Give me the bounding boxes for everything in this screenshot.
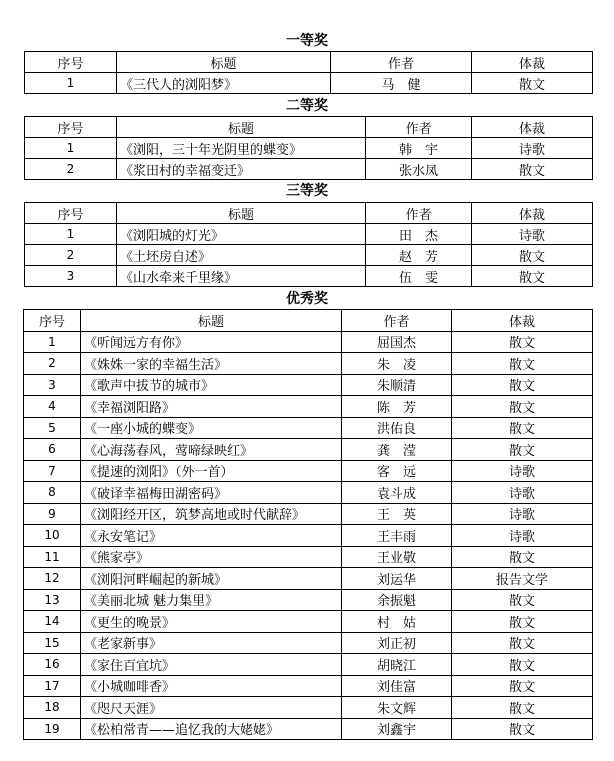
- cell-title: 《小城咖啡香》: [81, 675, 342, 697]
- cell-genre: 散文: [472, 73, 593, 94]
- cell-index: 14: [24, 611, 81, 633]
- cell-genre: 散文: [452, 353, 593, 375]
- cell-author: 朱 凌: [342, 353, 452, 375]
- table-row: [25, 73, 593, 94]
- cell-index: 2: [25, 245, 117, 266]
- cell-index: 15: [24, 632, 81, 654]
- cell-title: 《浏阳经开区，筑梦高地或时代献辞》: [81, 503, 342, 525]
- table-row: [24, 374, 593, 396]
- cell-title: 《心海荡春风，莺啼绿映红》: [81, 439, 342, 461]
- cell-index: 8: [24, 482, 81, 504]
- cell-title: 《破译幸福梅田湖密码》: [81, 482, 342, 504]
- table-row: [24, 417, 593, 439]
- table-row: [24, 525, 593, 547]
- header-author: 作者: [331, 52, 472, 73]
- cell-index: 4: [24, 396, 81, 418]
- cell-title: 《永安笔记》: [81, 525, 342, 547]
- cell-genre: 散文: [452, 697, 593, 719]
- header-genre: 体裁: [472, 203, 593, 224]
- cell-index: 10: [24, 525, 81, 547]
- cell-author: 刘正初: [342, 632, 452, 654]
- cell-title: 《老家新事》: [81, 632, 342, 654]
- cell-index: 3: [24, 374, 81, 396]
- header-author: 作者: [342, 310, 452, 332]
- cell-title: 《更生的晚景》: [81, 611, 342, 633]
- cell-title: 《浏阳城的灯光》: [117, 224, 366, 245]
- cell-title: 《松柏常青——追忆我的大姥姥》: [81, 718, 342, 740]
- table-row: [25, 224, 593, 245]
- cell-title: 《幸福浏阳路》: [81, 396, 342, 418]
- cell-title: 《美丽北城 魅力集里》: [81, 589, 342, 611]
- table-row: [25, 159, 593, 180]
- cell-title: 《浏阳河畔崛起的新城》: [81, 568, 342, 590]
- cell-genre: 诗歌: [452, 460, 593, 482]
- table-row: [24, 568, 593, 590]
- cell-author: 马 健: [331, 73, 472, 94]
- header-genre: 体裁: [472, 117, 593, 138]
- cell-index: 2: [24, 353, 81, 375]
- cell-title: 《浆田村的幸福变迁》: [117, 159, 366, 180]
- cell-author: 村 姑: [342, 611, 452, 633]
- cell-index: 1: [24, 331, 81, 353]
- cell-index: 17: [24, 675, 81, 697]
- cell-title: 《浏阳，三十年光阴里的蝶变》: [117, 138, 366, 159]
- cell-title: 《咫尺天涯》: [81, 697, 342, 719]
- cell-genre: 散文: [452, 611, 593, 633]
- table-row: [25, 138, 593, 159]
- cell-author: 王 英: [342, 503, 452, 525]
- cell-genre: 散文: [452, 546, 593, 568]
- cell-genre: 散文: [472, 266, 593, 287]
- header-index: 序号: [24, 310, 81, 332]
- third-prize-table: [24, 202, 593, 287]
- cell-genre: 诗歌: [452, 525, 593, 547]
- cell-genre: 散文: [452, 675, 593, 697]
- cell-genre: 散文: [452, 374, 593, 396]
- cell-author: 王业敬: [342, 546, 452, 568]
- table-header-row: [24, 310, 593, 332]
- header-title: 标题: [117, 52, 331, 73]
- cell-title: 《姝姝一家的幸福生活》: [81, 353, 342, 375]
- table-header-row: [25, 117, 593, 138]
- cell-genre: 报告文学: [452, 568, 593, 590]
- table-row: [24, 482, 593, 504]
- cell-index: 16: [24, 654, 81, 676]
- cell-index: 2: [25, 159, 117, 180]
- table-row: [24, 546, 593, 568]
- cell-author: 余振魁: [342, 589, 452, 611]
- cell-title: 《一座小城的蝶变》: [81, 417, 342, 439]
- cell-title: 《三代人的浏阳梦》: [117, 73, 331, 94]
- second-prize-table: [24, 116, 593, 180]
- header-author: 作者: [366, 117, 472, 138]
- cell-author: 赵 芳: [366, 245, 472, 266]
- cell-author: 客 远: [342, 460, 452, 482]
- cell-genre: 散文: [452, 396, 593, 418]
- cell-author: 朱顺清: [342, 374, 452, 396]
- cell-title: 《山水牵来千里缘》: [117, 266, 366, 287]
- second-prize-title: 二等奖: [286, 98, 328, 114]
- table-row: [24, 396, 593, 418]
- first-prize-title: 一等奖: [286, 33, 328, 49]
- cell-author: 袁斗成: [342, 482, 452, 504]
- header-genre: 体裁: [472, 52, 593, 73]
- cell-title: 《家住百宜坑》: [81, 654, 342, 676]
- table-row: [24, 353, 593, 375]
- table-row: [24, 331, 593, 353]
- cell-title: 《土坯房自述》: [117, 245, 366, 266]
- cell-author: 韩 宇: [366, 138, 472, 159]
- header-title: 标题: [81, 310, 342, 332]
- first-prize-table: [24, 51, 593, 94]
- header-author: 作者: [366, 203, 472, 224]
- header-index: 序号: [25, 117, 117, 138]
- table-row: [24, 697, 593, 719]
- cell-genre: 散文: [452, 654, 593, 676]
- cell-index: 1: [25, 73, 117, 94]
- cell-index: 12: [24, 568, 81, 590]
- excellent-prize-title: 优秀奖: [286, 291, 328, 307]
- cell-genre: 散文: [472, 159, 593, 180]
- cell-genre: 散文: [452, 589, 593, 611]
- cell-author: 龚 滢: [342, 439, 452, 461]
- header-index: 序号: [25, 52, 117, 73]
- cell-author: 伍 雯: [366, 266, 472, 287]
- cell-genre: 诗歌: [472, 224, 593, 245]
- table-row: [24, 718, 593, 740]
- cell-index: 13: [24, 589, 81, 611]
- cell-genre: 散文: [452, 331, 593, 353]
- table-header-row: [25, 52, 593, 73]
- cell-genre: 散文: [452, 439, 593, 461]
- cell-author: 刘运华: [342, 568, 452, 590]
- cell-author: 胡晓江: [342, 654, 452, 676]
- header-title: 标题: [117, 117, 366, 138]
- cell-title: 《歌声中拔节的城市》: [81, 374, 342, 396]
- cell-author: 刘鑫宇: [342, 718, 452, 740]
- table-row: [24, 503, 593, 525]
- cell-index: 9: [24, 503, 81, 525]
- cell-author: 朱文辉: [342, 697, 452, 719]
- table-row: [25, 266, 593, 287]
- cell-index: 19: [24, 718, 81, 740]
- cell-genre: 诗歌: [452, 482, 593, 504]
- table-row: [24, 654, 593, 676]
- table-row: [25, 245, 593, 266]
- cell-genre: 诗歌: [452, 503, 593, 525]
- cell-title: 《熊家亭》: [81, 546, 342, 568]
- header-genre: 体裁: [452, 310, 593, 332]
- header-index: 序号: [25, 203, 117, 224]
- cell-genre: 散文: [472, 245, 593, 266]
- cell-author: 洪佑良: [342, 417, 452, 439]
- cell-genre: 诗歌: [472, 138, 593, 159]
- cell-index: 6: [24, 439, 81, 461]
- cell-author: 屈国杰: [342, 331, 452, 353]
- excellent-prize-table: [23, 309, 593, 740]
- third-prize-title: 三等奖: [286, 183, 328, 199]
- cell-author: 田 杰: [366, 224, 472, 245]
- cell-genre: 散文: [452, 718, 593, 740]
- cell-index: 5: [24, 417, 81, 439]
- header-title: 标题: [117, 203, 366, 224]
- table-header-row: [25, 203, 593, 224]
- table-row: [24, 632, 593, 654]
- cell-author: 刘佳富: [342, 675, 452, 697]
- table-row: [24, 611, 593, 633]
- cell-index: 1: [25, 224, 117, 245]
- cell-author: 王丰雨: [342, 525, 452, 547]
- cell-title: 《听闻远方有你》: [81, 331, 342, 353]
- cell-author: 张水凤: [366, 159, 472, 180]
- cell-author: 陈 芳: [342, 396, 452, 418]
- table-row: [24, 439, 593, 461]
- table-row: [24, 460, 593, 482]
- cell-index: 3: [25, 266, 117, 287]
- cell-index: 1: [25, 138, 117, 159]
- cell-index: 11: [24, 546, 81, 568]
- cell-title: 《提速的浏阳》（外一首）: [81, 460, 342, 482]
- cell-index: 7: [24, 460, 81, 482]
- cell-genre: 散文: [452, 417, 593, 439]
- table-row: [24, 589, 593, 611]
- table-row: [24, 675, 593, 697]
- cell-genre: 散文: [452, 632, 593, 654]
- cell-index: 18: [24, 697, 81, 719]
